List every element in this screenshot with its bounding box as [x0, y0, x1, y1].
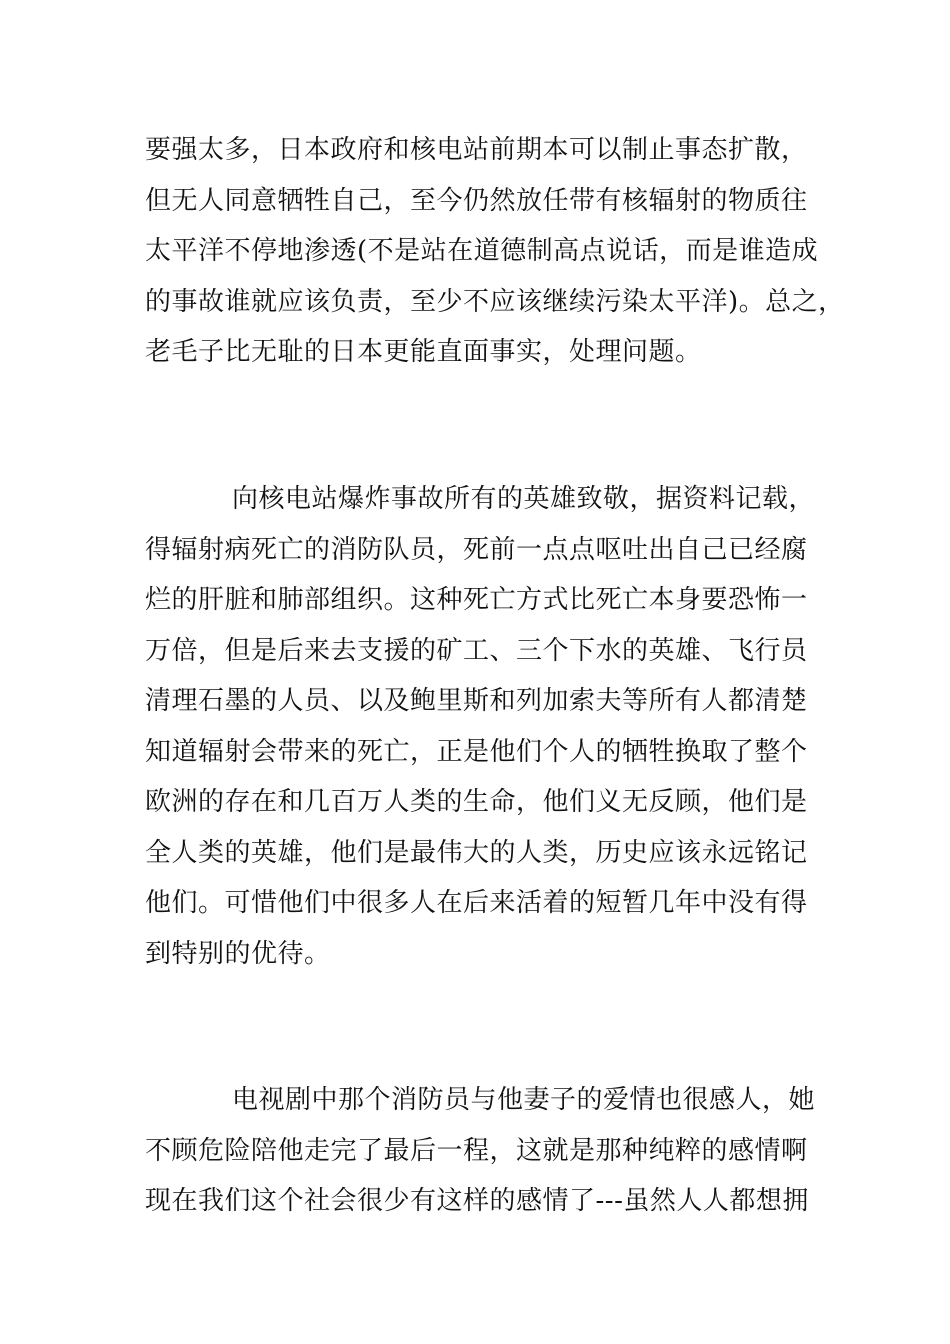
text-line: 的事故谁就应该负责，至少不应该继续污染太平洋)。总之， [145, 286, 845, 317]
text-line-indented: 电视剧中那个消防员与他妻子的爱情也很感人，她 [232, 1085, 816, 1115]
text-line: 烂的肝脏和肺部组织。这种死亡方式比死亡本身要恐怖一 [145, 585, 808, 615]
text-line: 现在我们这个社会很少有这样的感情了---虽然人人都想拥 [145, 1186, 809, 1216]
text-line: 到特别的优待。 [145, 938, 331, 969]
text-line: 老毛子比无耻的日本更能直面事实，处理问题。 [145, 337, 702, 367]
text-line: 欧洲的存在和几百万人类的生命，他们义无反顾，他们是 [145, 787, 808, 817]
paragraph-continuation [145, 125, 845, 378]
text-line: 万倍，但是后来去支援的矿工、三个下水的英雄、飞行员 [145, 635, 808, 666]
text-line: 太平洋不停地渗透(不是站在道德制高点说话，而是谁造成 [145, 236, 819, 266]
text-line: 要强太多，日本政府和核电站前期本可以制止事态扩散， [145, 135, 808, 165]
text-line: 他们。可惜他们中很多人在后来活着的短暂几年中没有得 [145, 888, 808, 918]
text-line-indented: 向核电站爆炸事故所有的英雄致敬，据资料记载， [232, 484, 816, 514]
text-line: 知道辐射会带来的死亡，正是他们个人的牺牲换取了整个 [145, 736, 808, 767]
text-line: 全人类的英雄，他们是最伟大的人类，历史应该永远铭记 [145, 837, 808, 868]
paragraph-firefighter-love [145, 1075, 825, 1227]
text-line: 清理石墨的人员、以及鲍里斯和列加索夫等所有人都清楚 [145, 686, 808, 716]
text-line: 但无人同意牺牲自己，至今仍然放任带有核辐射的物质往 [145, 185, 808, 216]
text-line: 不顾危险陪他走完了最后一程，这就是那种纯粹的感情啊 [145, 1135, 808, 1166]
paragraph-heroes-tribute [145, 474, 825, 979]
text-line: 得辐射病死亡的消防队员，死前一点点呕吐出自己已经腐 [145, 534, 808, 565]
